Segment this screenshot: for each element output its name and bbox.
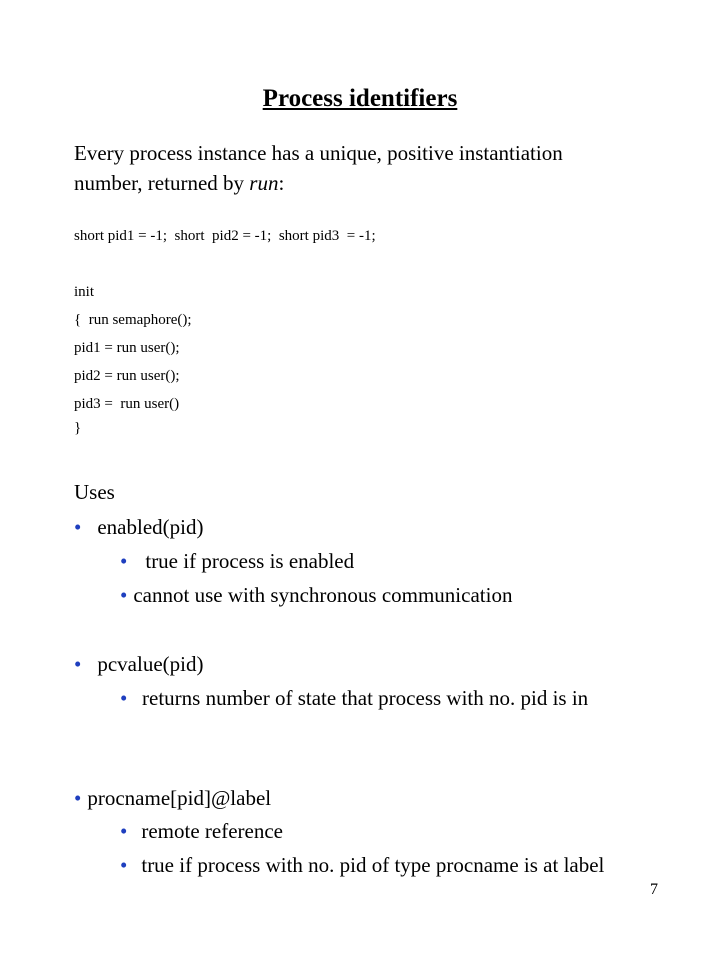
uses-heading: Uses bbox=[74, 480, 115, 504]
sub-item-text: remote reference bbox=[141, 819, 283, 843]
sub-item bbox=[120, 546, 354, 576]
page-number: 7 bbox=[650, 881, 658, 898]
bullet-icon: • bbox=[74, 515, 82, 539]
sub-item-text: true if process is enabled bbox=[145, 549, 355, 573]
intro-paragraph bbox=[74, 138, 634, 198]
code-line: init bbox=[74, 284, 95, 300]
code-line: { run semaphore(); bbox=[74, 312, 192, 328]
slide-title: Process identifiers bbox=[262, 85, 458, 112]
bullet-icon: • bbox=[120, 853, 128, 877]
code-line: pid3 = run user() bbox=[74, 396, 180, 412]
sub-item bbox=[120, 580, 512, 610]
sub-item bbox=[120, 683, 620, 713]
code-line: pid1 = run user(); bbox=[74, 340, 180, 356]
bullet-icon: • bbox=[120, 686, 128, 710]
uses-item-label: enabled(pid) bbox=[97, 515, 204, 539]
uses-item bbox=[74, 649, 203, 679]
code-line: } bbox=[74, 420, 82, 436]
bullet-icon: • bbox=[74, 652, 82, 676]
uses-item bbox=[74, 783, 271, 813]
bullet-icon: • bbox=[120, 583, 128, 607]
uses-item-label: pcvalue(pid) bbox=[97, 652, 204, 676]
bullet-icon: • bbox=[74, 786, 82, 810]
sub-item-text: true if process with no. pid of type procname is at label bbox=[141, 853, 605, 877]
bullet-icon: • bbox=[120, 549, 128, 573]
bullet-icon: • bbox=[120, 819, 128, 843]
sub-item-text: returns number of state that process with no. pid is in bbox=[142, 686, 589, 710]
sub-item bbox=[120, 816, 283, 846]
sub-item bbox=[120, 850, 660, 880]
intro-text: Every process instance has a unique, positive instantiation number, returned by bbox=[74, 141, 563, 195]
intro-punctuation: : bbox=[278, 171, 285, 195]
sub-item-text: cannot use with synchronous communication bbox=[133, 583, 513, 607]
uses-item bbox=[74, 512, 203, 542]
intro-keyword: run bbox=[249, 171, 279, 195]
code-line: pid2 = run user(); bbox=[74, 368, 180, 384]
uses-item-label: procname[pid]@label bbox=[87, 786, 272, 810]
code-declarations: short pid1 = -1; short pid2 = -1; short pid3 = -1; bbox=[74, 228, 376, 244]
